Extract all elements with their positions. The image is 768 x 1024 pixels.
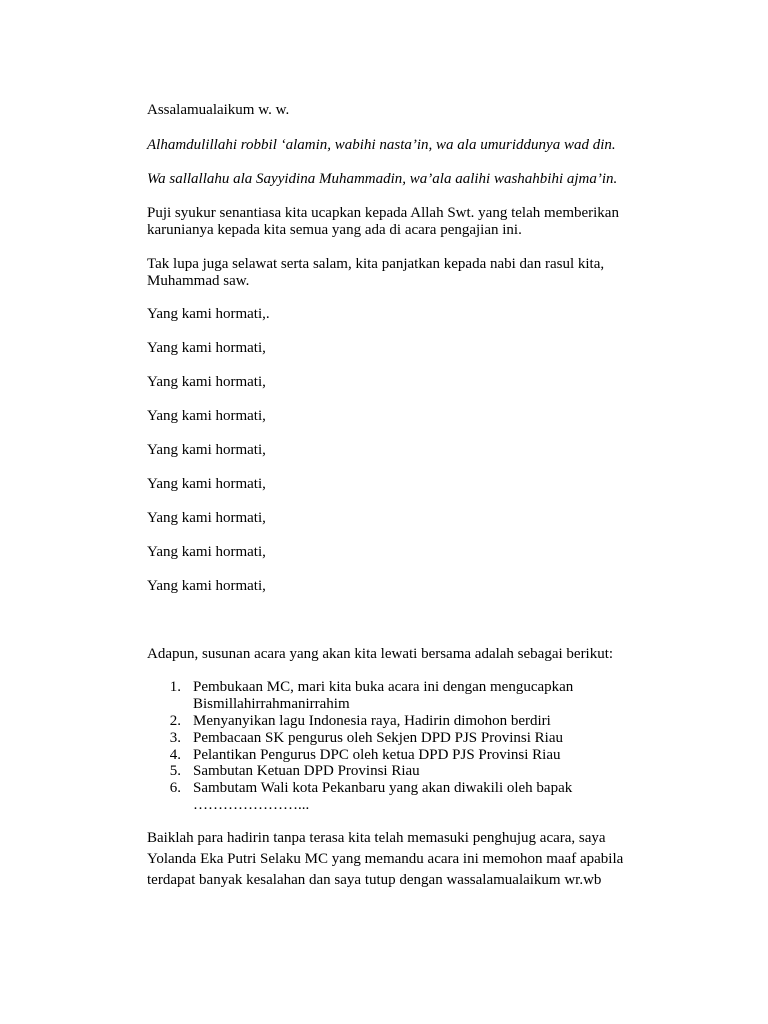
- agenda-text: Sambutam Wali kota Pekanbaru yang akan diwakili oleh bapak: [193, 780, 573, 796]
- agenda-text: Bismillahirrahmanirrahim: [193, 696, 350, 712]
- closing-line-1: Baiklah para hadirin tanpa terasa kita telah memasuki penghujug acara, saya: [147, 830, 606, 846]
- honorific-line: Yang kami hormati,: [147, 408, 266, 424]
- salawat-line-1: Tak lupa juga selawat serta salam, kita panjatkan kepada nabi dan rasul kita,: [147, 256, 605, 272]
- opening-salawat: Wa sallallahu ala Sayyidina Muhammadin, wa’ala aalihi washahbihi ajma’in.: [147, 171, 618, 187]
- agenda-text: Menyanyikan lagu Indonesia raya, Hadirin dimohon berdiri: [193, 713, 551, 729]
- honorific-line: Yang kami hormati,: [147, 374, 266, 390]
- agenda-number: 6.: [169, 780, 181, 796]
- honorific-line: Yang kami hormati,: [147, 578, 266, 594]
- agenda-number: 1.: [169, 679, 181, 695]
- agenda-text: Pelantikan Pengurus DPC oleh ketua DPD PJS Provinsi Riau: [193, 747, 561, 763]
- honorific-line: Yang kami hormati,: [147, 476, 266, 492]
- honorific-line: Yang kami hormati,: [147, 544, 266, 560]
- agenda-text: Sambutan Ketuan DPD Provinsi Riau: [193, 763, 420, 779]
- greeting: Assalamualaikum w. w.: [147, 102, 290, 118]
- salawat-line-2: Muhammad saw.: [147, 273, 250, 289]
- praise-line-2: karunianya kepada kita semua yang ada di acara pengajian ini.: [147, 222, 522, 238]
- agenda-text: …………………...: [193, 797, 310, 813]
- agenda-number: 5.: [169, 763, 181, 779]
- honorific-line: Yang kami hormati,: [147, 510, 266, 526]
- opening-hamdalah: Alhamdulillahi robbil ‘alamin, wabihi nasta’in, wa ala umuriddunya wad din.: [147, 137, 616, 153]
- closing-line-2: Yolanda Eka Putri Selaku MC yang memandu acara ini memohon maaf apabila: [147, 851, 624, 867]
- honorific-line: Yang kami hormati,.: [147, 306, 270, 322]
- agenda-number: 4.: [169, 747, 181, 763]
- agenda-text: Pembacaan SK pengurus oleh Sekjen DPD PJS Provinsi Riau: [193, 730, 563, 746]
- closing-line-3: terdapat banyak kesalahan dan saya tutup dengan wassalamualaikum wr.wb: [147, 872, 602, 888]
- honorific-line: Yang kami hormati,: [147, 442, 266, 458]
- agenda-number: 2.: [169, 713, 181, 729]
- praise-line-1: Puji syukur senantiasa kita ucapkan kepada Allah Swt. yang telah memberikan: [147, 205, 619, 221]
- agenda-text: Pembukaan MC, mari kita buka acara ini dengan mengucapkan: [193, 679, 574, 695]
- agenda-intro: Adapun, susunan acara yang akan kita lewati bersama adalah sebagai berikut:: [147, 646, 614, 662]
- agenda-number: 3.: [169, 730, 181, 746]
- honorific-line: Yang kami hormati,: [147, 340, 266, 356]
